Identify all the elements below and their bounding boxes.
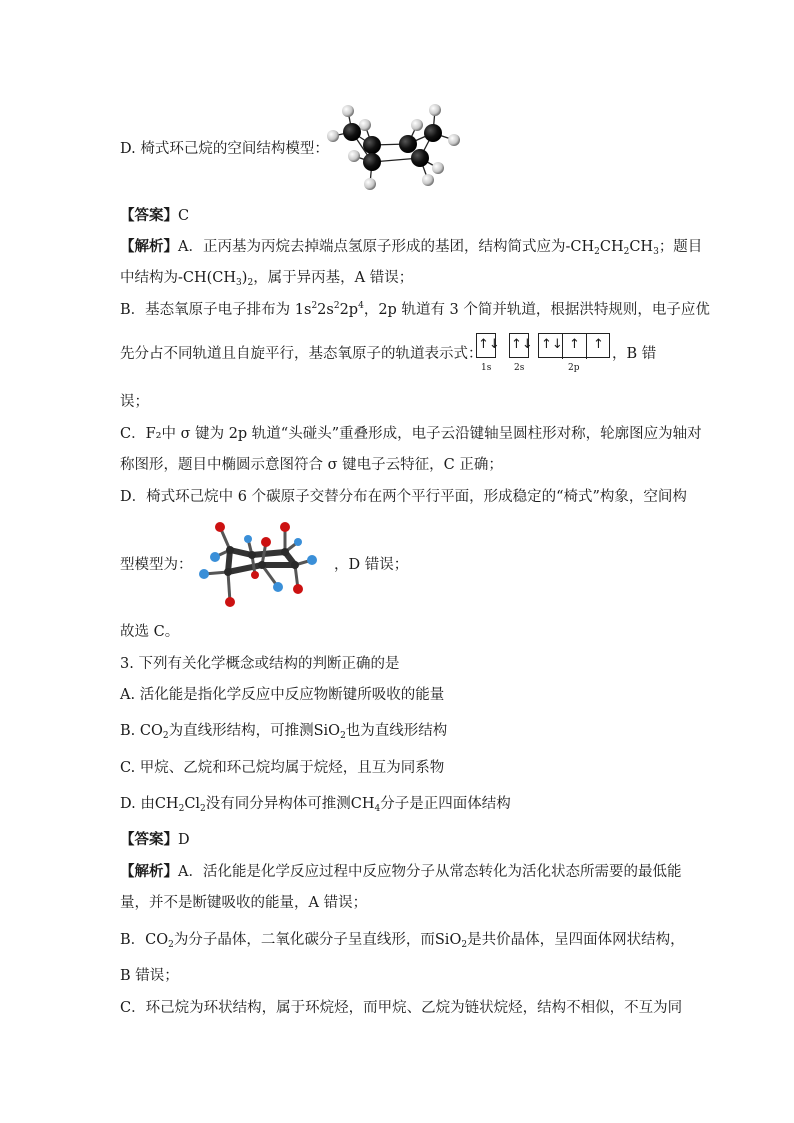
question-3-option-c: C. 甲烷、乙烷和环己烷均属于烷烃，且互为同系物	[120, 760, 445, 776]
analysis-1-b-line-3: 误；	[120, 394, 149, 410]
answer-1: 【答案】C	[120, 207, 190, 224]
orbital-label-2s: 2s	[514, 363, 525, 373]
orbital-label-1s: 1s	[481, 363, 492, 373]
chair-cyclohexane-model-image	[320, 100, 470, 195]
question-3-option-b: B. $CO_2$为直线形结构，可推测SiO$_2$也为直线形结构	[120, 723, 448, 741]
analysis-2-a-line-1: 【解析】A．活化能是化学反应过程中反应物分子从常态转化为活化状态所需要的最低能	[120, 863, 682, 880]
analysis-1-a-line-2: 中结构为$-CH(CH_3)_2$，属于异丙基，A 错误；	[120, 270, 414, 288]
hydrogen-atoms	[327, 104, 460, 190]
chair-model-red-blue-image	[190, 517, 320, 612]
analysis-1-d-line-2-end: ，D 错误；	[334, 557, 409, 573]
analysis-1-conclusion: 故选 C。	[120, 624, 180, 640]
analysis-1-d-line-2: 型模型为：	[120, 557, 193, 573]
orbital-label-2p: 2p	[568, 363, 580, 373]
carbon-atoms	[343, 123, 442, 171]
analysis-2-b-line-2: B 错误；	[120, 968, 179, 984]
analysis-2-a-line-2: 量，并不是断键吸收的能量，A 错误；	[120, 895, 368, 911]
question-3-stem: 3. 下列有关化学概念或结构的判断正确的是	[120, 656, 400, 672]
analysis-1-b-line-1: B．基态氧原子电子排布为 $1s^22s^22p^4$ ，2p 轨道有 3 个简并轨道，根据洪特规则，电子应优	[120, 301, 710, 318]
analysis-1-d-line-1: D．椅式环己烷中 6 个碳原子交替分布在两个平行平面，形成稳定的“椅式”构象，空间构	[120, 489, 687, 505]
question-3-option-d: D. 由$CH_2Cl_2$没有同分异构体可推测$CH_4$分子是正四面体结构	[120, 796, 511, 814]
question-3-option-a: A. 活化能是指化学反应中反应物断键所吸收的能量	[120, 687, 445, 703]
orbital-box-2p: ↑↓ ↑ ↑	[538, 333, 610, 358]
analysis-1-c-line-1: C．F₂中 σ 键为 2p 轨道“头碰头”重叠形成，电子云沿键轴呈圆柱形对称，轮廓图应为轴对	[120, 426, 702, 442]
orbital-box-2s: ↑↓	[509, 333, 529, 358]
analysis-2-c-line-1: C．环己烷为环状结构，属于环烷烃，而甲烷、乙烷为链状烷烃，结构不相似，不互为同	[120, 1000, 683, 1016]
analysis-1-b-line-2: 先分占不同轨道且自旋平行，基态氧原子的轨道表示式：	[120, 346, 483, 362]
orbital-box-1s: ↑↓	[476, 333, 496, 358]
analysis-1-c-line-2: 称图形，题目中椭圆示意图符合 σ 键电子云特征，C 正确；	[120, 457, 503, 473]
analysis-1-b-line-2-end: ，B 错	[612, 346, 657, 362]
option-d-text: D. 椅式环己烷的空间结构模型：	[120, 141, 329, 157]
analysis-1-a-line-1: 【解析】A．正丙基为丙烷去掉端点氢原子形成的基团，结构简式应为$-CH_2CH_2CH_3$ ；题目	[120, 238, 703, 257]
answer-2: 【答案】D	[120, 831, 190, 848]
analysis-2-b-line-1: B．$CO_2$为分子晶体，二氧化碳分子呈直线形，而SiO$_2$是共价晶体，呈四面体网状结构，	[120, 932, 685, 950]
